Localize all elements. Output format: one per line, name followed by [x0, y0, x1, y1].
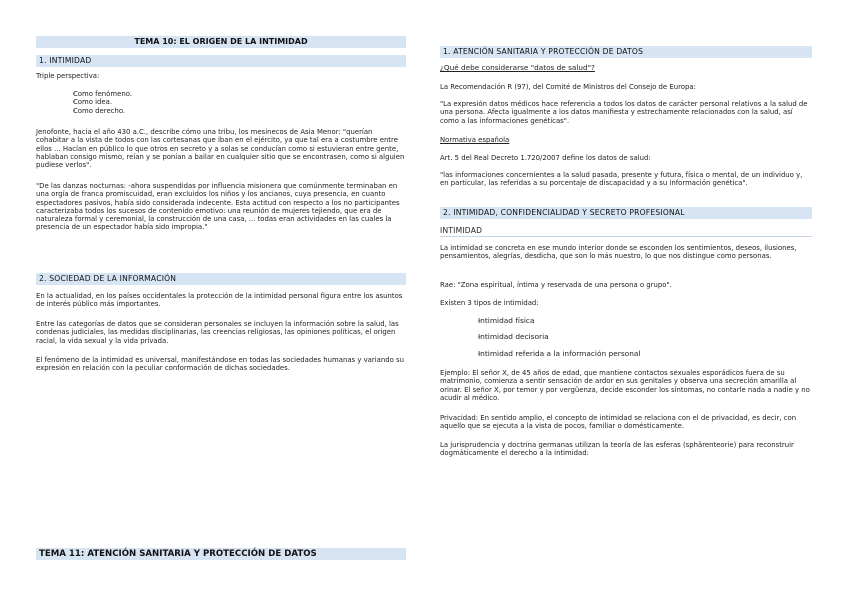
section-atencion-heading: 1. ATENCIÓN SANITARIA Y PROTECCIÓN DE DATOS	[440, 46, 812, 58]
tipos-list	[460, 317, 812, 358]
categorias-paragraph: Entre las categorías de datos que se consideran personales se incluyen la información sobre la salud, las condenas judiciales, las medidas disciplinarias, las creencias religiosas, las opiniones políticas, el origen racial, la vida sexual y la vida privada.	[36, 320, 399, 345]
ejemplo-paragraph: Ejemplo: El señor X, de 45 años de edad, que mantiene contactos sexuales esporádicos fuera de su matrimonio, comienza a sentir sensación de ardor en sus genitales y observa una secreción amarilla al orinar. El señor X, por temor y por vergüenza, decide esconder los síntomas, no contarle nada a nadie y no acudir al médico.	[440, 369, 810, 402]
concreta-paragraph: La intimidad se concreta en ese mundo interior donde se esconden los sentimientos, deseos, ilusiones, pensamientos, alegrías, desdicha, que son lo más nuestro, lo que nos distingue como personas.	[440, 244, 797, 261]
list-item: - Como fenómeno.	[55, 90, 406, 98]
list-item: - Como idea.	[55, 98, 406, 106]
triple-perspectiva-text: Triple perspectiva:	[36, 72, 100, 80]
danzas-paragraph: "De las danzas nocturnas: -ahora suspendidas por influencia misionera que comúnmente terminaban en una orgía de franca promiscuidad, eran excluidos los niños y los ancianos, cuya presencia, en cuanto espectadores pasivos, había sido considerada indecente. Esta actitud con respecto a los no participantes caracterizaba todos los sucesos de contenido emotivo: una reunión de mujeres tejiendo, que era de naturaleza formal y ceremonial, la construcción de una casa, ... todas eran actividades en las cuales la presencia de un espectador había sido impropia."	[36, 182, 400, 232]
tema-11-heading: TEMA 11: ATENCIÓN SANITARIA Y PROTECCIÓN DE DATOS	[36, 548, 406, 560]
section-sociedad-heading: 2. SOCIEDAD DE LA INFORMACIÓN	[36, 273, 406, 285]
tipos-intro: Existen 3 tipos de intimidad:	[440, 299, 539, 307]
perspectives-list	[55, 90, 406, 115]
rae-definition: Rae: "Zona espiritual, íntima y reservada de una persona o grupo".	[440, 281, 672, 289]
section-intimidad-heading: 1. INTIMIDAD	[36, 55, 406, 67]
art5-text: Art. 5 del Real Decreto 1.720/2007 define los datos de salud:	[440, 154, 651, 162]
fenomeno-paragraph: El fenómeno de la intimidad es universal, manifestándose en todas las sociedades humanas y variando su expresión en relación con la peculiar conformación de dichas sociedades.	[36, 356, 404, 373]
list-item: - Intimidad referida a la información personal	[460, 350, 812, 358]
intimidad-subheading: INTIMIDAD	[440, 226, 812, 237]
jurisprudencia-paragraph: La jurisprudencia y doctrina germanas utilizan la teoría de las esferas (sphärenteorie) para reconstruir dogmáticamente el derecho a la intimidad:	[440, 441, 794, 458]
jenofonte-paragraph: Jenofonte, hacia el año 430 a.C., describe cómo una tribu, los mesinecos de Asia Menor: "querían cohabitar a la vista de todos con las cortesanas que iban en el ejército, ya que tal era a costumbre entre ellos ... Hacían en público lo que otros en secreto y a solas se conducían como si estuvieran entre gente, hablaban consigo mismo, reían y se ponían a bailar en cualquier sitio que se encontrasen, como si alguien pudiese verlos".	[36, 128, 405, 170]
tema-10-heading: TEMA 10: EL ORIGEN DE LA INTIMIDAD	[36, 36, 406, 48]
section-confidencialidad-heading: 2. INTIMIDAD, CONFIDENCIALIDAD Y SECRETO PROFESIONAL	[440, 207, 812, 219]
informaciones-quote: "las informaciones concernientes a la salud pasada, presente y futura, física o mental, de un individuo y, en particular, las referidas a su porcentaje de discapacidad y a su información genética".	[440, 171, 803, 188]
normativa-heading: Normativa española	[440, 136, 510, 144]
list-item: - Como derecho.	[55, 107, 406, 115]
datos-medicos-quote: "La expresión datos médicos hace referencia a todos los datos de carácter personal relativos a la salud de una persona. Afecta igualmente a los datos manifiesta y estrechamente relacionados con la salud, así como a las informaciones genéticas".	[440, 100, 808, 125]
list-item: - Intimidad física	[460, 317, 812, 325]
actualidad-paragraph: En la actualidad, en los países occidentales la protección de la intimidad personal figura entre los asuntos de interés público más importantes.	[36, 292, 403, 309]
recomendacion-text: La Recomendación R (97), del Comité de Ministros del Consejo de Europa:	[440, 83, 696, 91]
datos-salud-question: ¿Qué debe considerarse "datos de salud"?	[440, 63, 595, 72]
list-item: - Intimidad decisoria	[460, 333, 812, 341]
privacidad-paragraph: Privacidad: En sentido amplio, el concepto de intimidad se relaciona con el de privacidad, es decir, con aquello que se ejecuta a la vista de pocos, familiar o domésticamente.	[440, 414, 797, 431]
